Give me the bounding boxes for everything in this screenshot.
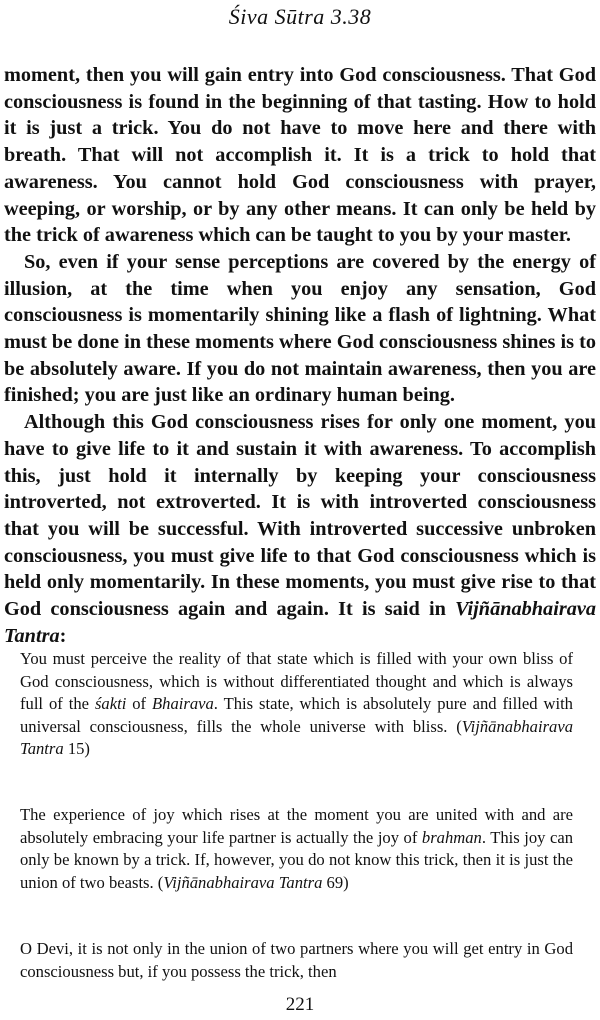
paragraph-3-run: Vijñānabhairava Tantra: [4, 598, 596, 647]
block-quote-2-text: [20, 804, 573, 894]
paragraph-1: [4, 62, 596, 249]
paragraph-1-run: moment, then you will gain entry into God consciousness. That God consciousness is found in the beginning of that tasting. How to hold it is just a trick. You do not have to move here and there with breath. That will not accomplish it. It is a trick to hold that awareness. You cannot hold God consciousness with prayer, weeping, or worship, or by any other means. It can only be held by the trick of awareness which can be taught to you by your master.: [4, 64, 596, 247]
paragraph-2: [4, 249, 596, 409]
page-number: 221: [285, 994, 315, 1015]
paragraph-3-run: Although this God consciousness rises for only one moment, you have to give life to it and sustain it with awareness. To accomplish this, just hold it internally by keeping your consciousness introverted, not extroverted. It is with introverted consciousness that you will be successful. With introverted successive unbroken consciousness, you must give life to that God consciousness which is held only momentarily. In these moments, you must give rise to that God consciousness again and again. It is said in: [4, 411, 596, 621]
block-quote-1-run: You must perceive the reality of that state which is filled with your own bliss of God consciousness, which is without differentiated thought and which is always full of the: [20, 649, 573, 714]
block-quote-1-run: śakti: [94, 694, 127, 714]
block-quote-1-run: Vijñānabhairava Tantra: [20, 716, 573, 759]
block-quote-2: [20, 804, 573, 894]
body-text: [4, 62, 596, 649]
block-quote-1-run: Bhairava: [152, 694, 214, 714]
paragraph-3: [4, 409, 596, 649]
block-quote-1-run: of: [126, 694, 153, 714]
block-quote-1-text: [20, 648, 573, 761]
block-quote-3: [20, 938, 573, 983]
block-quote-2-run: The experience of joy which rises at the moment you are united with and are absolutely embracing your life partner is actually the joy of: [20, 805, 573, 847]
block-quote-2-run: 69): [322, 872, 349, 892]
block-quote-2-run: brahman: [421, 827, 482, 847]
block-quote-2-run: Vijñānabhairava Tantra: [163, 872, 323, 892]
block-quote-3-run: O Devi, it is not only in the union of two partners where you will get entry in God consciousness but, if you possess the trick, then: [20, 939, 573, 981]
block-quote-1-run: . This state, which is absolutely pure and filled with universal consciousness, fills the whole universe with bliss. (: [20, 694, 573, 736]
block-quote-1-run: 15): [63, 739, 90, 759]
block-quote-1: [20, 648, 573, 761]
block-quote-3-text: [20, 938, 573, 983]
block-quote-2-run: . This joy can only be known by a trick. If, however, you do not know this trick, then it is just the union of two beasts. (: [20, 827, 574, 892]
paragraph-3-run: :: [59, 624, 67, 647]
running-head: Śiva Sūtra 3.38: [228, 4, 372, 29]
paragraph-2-run: So, even if your sense perceptions are covered by the energy of illusion, at the time when you enjoy any sensation, God consciousness is momentarily shining like a flash of lightning. What must be done in these moments where God consciousness shines is to be absolutely aware. If you do not maintain awareness, then you are finished; you are just like an ordinary human being.: [4, 250, 596, 407]
